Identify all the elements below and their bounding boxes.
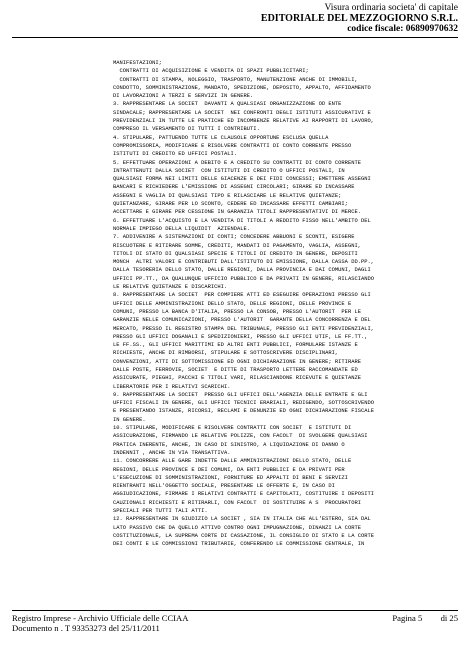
body-line: LE RELATIVE QUIETANZE E DISCARICHI. [113, 283, 228, 291]
body-line: 7. ADDIVENIRE A SISTEMAZIONI DI CONTI; CONCEDERE ABBUONI E SCONTI, ESIGERE [113, 233, 355, 241]
page-indicator [392, 613, 458, 623]
body-line: RIENTRANTI NELL'OGGETTO SOCIALE, PRESENTARE LE OFFERTE E, IN CASO DI [113, 482, 335, 490]
body-line: 3. RAPPRESENTARE LA SOCIET DAVANTI A QUALSIASI ORGANIZZAZIONE OD ENTE [113, 100, 342, 108]
document-number: Documento n . T 93353273 del 25/11/2011 [12, 623, 160, 633]
footer-registry-info [12, 613, 188, 633]
body-line: UFFICI PP.TT., DA QUALUNQUE UFFICIO PUBBLICO E DA PRIVATI IN GENERE, RILASCIANDO [113, 274, 375, 282]
body-line: ACCETTARE E GIRARE PER CESSIONE IN GARANZIA TITOLI RAPPRESENTATIVI DI MERCE. [113, 208, 361, 216]
tax-code: codice fiscale: 06890970632 [347, 24, 458, 34]
body-line: CAUZIONALI RICHIESTI E RITIRARLI, CON FACOLT DI SOSTITUIRE A S PROCURATORI [113, 498, 361, 506]
body-line: PRATICA INERENTE, ANCHE, IN CASO DI SINISTRO, A LIQUIDAZIONE DI DANNO O [113, 440, 345, 448]
body-line: DI LAVORAZIONI A TERZI E SERVIZI IN GENERE. [113, 92, 254, 100]
body-line: AGGIUDICAZIONE, FIRMARE I RELATIVI CONTRATTI E CAPITOLATI, COSTITUIRE I DEPOSITI [113, 490, 375, 498]
body-line: TITOLI DI STATO DI QUALSIASI SPECIE E TITOLI DI CREDITO IN GENERE, DEPOSITI [113, 249, 358, 257]
document-type: Visura ordinaria societa' di capitale [324, 3, 458, 13]
body-line: COMPRESO IL VERSAMENTO DI TUTTI I CONTRIBUTI. [113, 125, 260, 133]
body-line: PRESSO GLI UFFICI DOGANALI E SPEDIZIONIERI, PRESSO GLI UFFICI UTIF, LE FF.TT., [113, 332, 368, 340]
body-line: ASSEGNI E VAGLIA DI QUALSIASI TIPO E RILASCIARE LE RELATIVE QUIETANZE; [113, 191, 342, 199]
body-line: 8. RAPPRESENTARE LA SOCIET PER COMPIERE ATTI ED ESEGUIRE OPERAZIONI PRESSO GLI [113, 291, 371, 299]
document-header [158, 3, 458, 35]
body-line: COMUNI, PRESSO LA BANCA D'ITALIA, PRESSO LA CONSOB, PRESSO L'AUTORIT PER LE [113, 307, 361, 315]
document-footer [12, 613, 458, 637]
body-line: 5. EFFETTUARE OPERAZIONI A DEBITO E A CREDITO SU CONTRATTI DI CONTO CORRENTE [113, 158, 361, 166]
body-line: 6. EFFETTUARE L'ACQUISTO E LA VENDITA DI TITOLI A REDDITO FISSO NELL'AMBITO DEL [113, 216, 371, 224]
body-line: NORMALE IMPIEGO DELLA LIQUIDIT AZIENDALE. [113, 224, 251, 232]
header-divider [12, 37, 458, 38]
body-line: MANIFESTAZIONI; [113, 59, 162, 66]
body-line: MONCH ALTRI VALORI E CONTRIBUTI DALL'ISTITUTO DI EMISSIONE, DALLA CASSA DD.PP., [113, 258, 375, 266]
page-total: di 25 [440, 613, 458, 623]
body-line: RICHIESTE, ANCHE DI RIMBORSI, STIPULARE E SOTTOSCRIVERE DISCIPLINARI, [113, 349, 339, 357]
body-line: MERCATO, PRESSO IL REGISTRO STAMPA DEL TRIBUNALE, PRESSO GLI ENTI PREVIDENZIALI, [113, 324, 375, 332]
body-line: ASSICURAZIONE, FIRMANDO LE RELATIVE POLIZZE, CON FACOLT DI SVOLGERE QUALSIASI [113, 432, 368, 440]
body-line: UFFICI DELLE AMMINISTRAZIONI DELLO STATO, DELLE REGIONI, DELLE PROVINCE E [113, 299, 352, 307]
body-line: DALLE POSTE, FERROVIE, SOCIET E DITTE DI TRASPORTO LETTERE RACCOMANDATE ED [113, 365, 358, 373]
body-line: 9. RAPPRESENTARE LA SOCIET PRESSO GLI UFFICI DELL'AGENZIA DELLE ENTRATE E GLI [113, 390, 368, 398]
body-line: COSTITUZIONALE, LA SUPREMA CORTE DI CASSAZIONE, IL CONSIGLIO DI STATO E LA CORTE [113, 531, 375, 539]
body-line: CONVENZIONI, ATTI DI SOTTOMISSIONE ED OGNI DICHIARAZIONE IN GENERE; RITIRARE [113, 357, 361, 365]
body-line: LIBERATORIE PER I RELATIVI SCARICHI. [113, 382, 231, 390]
body-line: RISCUOTERE E RITIRARE SOMME, CREDITI, MANDATI DI PAGAMENTO, VAGLIA, ASSEGNI, [113, 241, 361, 249]
body-line: QUIETANZARE, GIRARE PER LO SCONTO, CEDERE ED INCASSARE EFFETTI CAMBIARI; [113, 200, 348, 208]
body-line: E PRESENTANDO ISTANZE, RICORSI, RECLAMI E DENUNZIE ED OGNI DICHIARAZIONE FISCALE [113, 407, 375, 415]
page-number: Pagina 5 [392, 613, 423, 623]
footer-divider [12, 610, 458, 611]
body-line: 4. STIPULARE, PATTUENDO TUTTE LE CLAUSOLE OPPORTUNE ESCLUSA QUELLA [113, 133, 329, 141]
body-line: SPECIALI PER TUTTI TALI ATTI. [113, 507, 208, 515]
body-line: CONDOTTO, SOMMINISTRAZIONE, MANDATO, SPEDIZIONE, DEPOSITO, APPALTO, AFFIDAMENTO [113, 83, 371, 91]
body-line: IN GENERE. [113, 415, 146, 423]
body-line: CONTRATTI DI STAMPA, NOLEGGIO, TRASPORTO, MANUTENZIONE ANCHE DI IMMOBILI, [113, 75, 358, 83]
body-line: L'ESECUZIONE DI SOMMINISTRAZIONI, FORNITURE ED APPALTI DI BENI E SERVIZI [113, 473, 348, 481]
body-line: BANCARI E RICHIEDERE L'EMISSIONE DI ASSEGNI CIRCOLARI; GIRARE ED INCASSARE [113, 183, 355, 191]
body-line: COMPROMISSORIA, MODIFICARE E RISOLVERE CONTRATTI DI CONTO CORRENTE PRESSO [113, 141, 352, 149]
body-line: GARANZIE NELLE COMUNICAZIONI, PRESSO L'AUTORIT GARANTE DELLA CONCORRENZA E DEL [113, 316, 371, 324]
body-line: DALLA TESORERIA DELLO STATO, DALLE REGIONI, DALLA PROVINCIA E DAI COMUNI, DAGLI [113, 266, 371, 274]
body-line: ISTITUTI DI CREDITO ED UFFICI POSTALI. [113, 150, 237, 158]
body-line: 11. CONCORRERE ALLE GARE INDETTE DALLE AMMINISTRAZIONI DELLO STATO, DELLE [113, 457, 352, 465]
body-line: INDENNIT , ANCHE IN VIA TRANSATTIVA. [113, 448, 231, 456]
body-line: LE FF.SS., GLI UFFICI MARITTIMI ED ALTRI ENTI PUBBLICI, FORMULARE ISTANZE E [113, 341, 358, 349]
body-line: ASSICURATE, PIEGHI, PACCHI E TITOLI VARI, RILASCIANDONE RICEVUTE E QUIETANZE [113, 374, 361, 382]
body-line: UFFICI FISCALI IN GENERE, GLI UFFICI TECNICI ERARIALI, REDIGENDO, SOTTOSCRIVENDO [113, 399, 375, 407]
registry-name: Registro Imprese - Archivio Ufficiale delle CCIAA [12, 613, 189, 623]
body-line: LATO PASSIVO CHE DA QUELLO ATTIVO CONTRO OGNI IMPUGNAZIONE, DINANZI LA CORTE [113, 523, 361, 531]
document-body [113, 59, 470, 603]
body-line: 10. STIPULARE, MODIFICARE E RISOLVERE CONTRATTI CON SOCIET E ISTITUTI DI [113, 424, 352, 432]
company-name: EDITORIALE DEL MEZZOGIORNO S.R.L. [260, 12, 458, 24]
body-line: CONTRATTI DI ACQUISIZIONE E VENDITA DI SPAZI PUBBLICITARI; [113, 67, 309, 75]
body-line: DEI CONTI E LE COMMISSIONI TRIBUTARIE, CONFERENDO LE COMMISSIONE CENTRALE, IN [113, 540, 365, 548]
body-line: SINDACALE; RAPPRESENTARE LA SOCIET NEI CONFRONTI DEGLI ISTITUTI ASSICURATIVI E [113, 108, 371, 116]
body-line: QUALSIASI FORMA NEI LIMITI DELLE GIACENZE E DEI FIDI CONCESSI; EMETTERE ASSEGNI [113, 175, 371, 183]
body-line: 12. RAPPRESENTARE IN GIUDIZIO LA SOCIET , SIA IN ITALIA CHE ALL'ESTERO, SIA DAL [113, 515, 371, 523]
body-line: PREVIDENZIALI IN TUTTE LE PRATICHE ED INCOMBENZE RELATIVE AI RAPPORTI DI LAVORO, [113, 117, 375, 125]
body-line: INTRATTENUTI DALLA SOCIET CON ISTITUTI DI CREDITO O UFFICI POSTALI, IN [113, 166, 345, 174]
body-line: REGIONI, DELLE PROVINCE E DEI COMUNI, DA ENTI PUBBLICI E DA PRIVATI PER [113, 465, 345, 473]
